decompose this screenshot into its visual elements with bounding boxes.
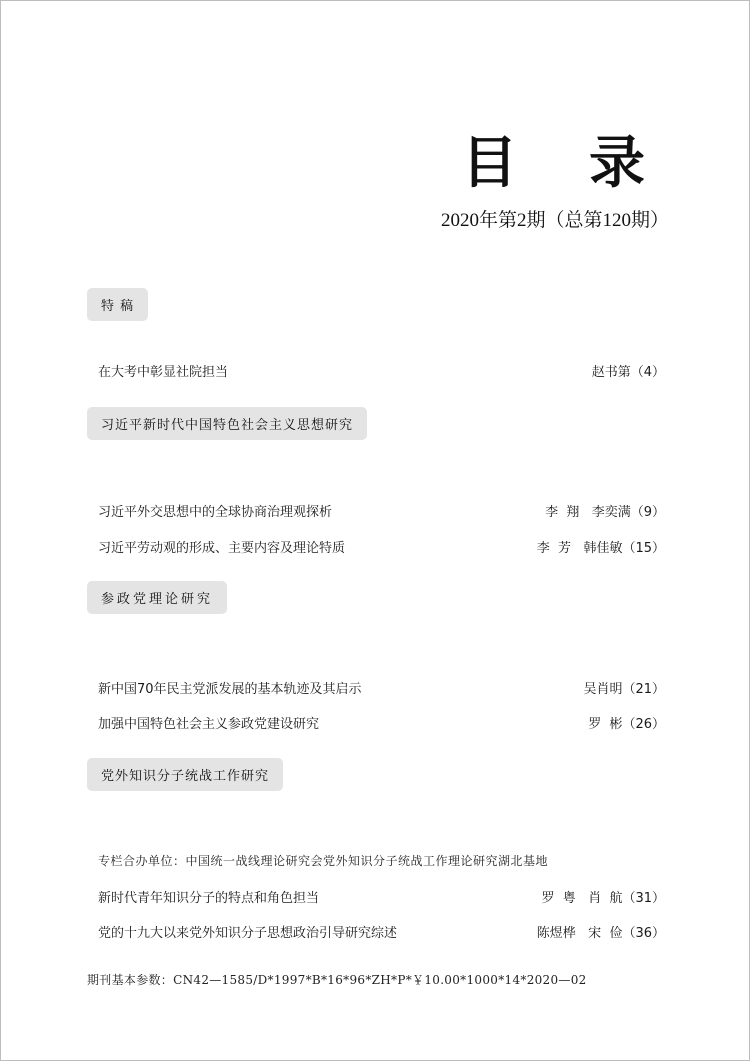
toc-entry[interactable]: [98, 713, 665, 732]
article-title: 习近平劳动观的形成、主要内容及理论特质: [98, 541, 346, 556]
journal-parameters: 期刊基本参数：CN42—1585/D*1997*B*16*96*ZH*P*￥10.00*1000*14*2020—02: [87, 973, 587, 987]
article-author-page: 罗 彬（26）: [588, 717, 665, 732]
toc-entry[interactable]: [98, 537, 665, 556]
article-author-page: 吴肖明（21）: [583, 682, 665, 697]
article-title: 新时代青年知识分子的特点和角色担当: [98, 891, 320, 906]
article-author-page: 陈煜桦 宋 俭（36）: [536, 926, 665, 941]
section-heading-party-theory: 参政党理论研究: [87, 581, 227, 614]
section-heading-special: 特 稿: [87, 288, 148, 321]
toc-entry[interactable]: [98, 678, 665, 697]
article-author-page: 李 芳 韩佳敏（15）: [536, 541, 665, 556]
article-title: 在大考中彰显社院担当: [98, 365, 229, 380]
toc-entry[interactable]: [98, 922, 665, 941]
article-author-page: 罗 粤 肖 航（31）: [541, 891, 665, 906]
toc-entry[interactable]: [98, 361, 665, 380]
toc-entry[interactable]: [98, 887, 665, 906]
toc-entry[interactable]: [98, 501, 665, 520]
section-heading-xi-thought: 习近平新时代中国特色社会主义思想研究: [87, 407, 367, 440]
article-title: 新中国70年民主党派发展的基本轨迹及其启示: [98, 682, 362, 697]
column-cosponsor-note: 专栏合办单位：中国统一战线理论研究会党外知识分子统战工作理论研究湖北基地: [98, 854, 549, 868]
article-title: 习近平外交思想中的全球协商治理观探析: [98, 505, 333, 520]
article-title: 加强中国特色社会主义参政党建设研究: [98, 717, 320, 732]
section-heading-intellectuals: 党外知识分子统战工作研究: [87, 758, 283, 791]
article-author-page: 李 翔 李奕满（9）: [545, 505, 665, 520]
page-title: 目 录: [461, 130, 671, 196]
article-title: 党的十九大以来党外知识分子思想政治引导研究综述: [98, 926, 398, 941]
issue-number: 2020年第2期（总第120期）: [440, 210, 669, 231]
article-author-page: 赵书第（4）: [591, 365, 665, 380]
